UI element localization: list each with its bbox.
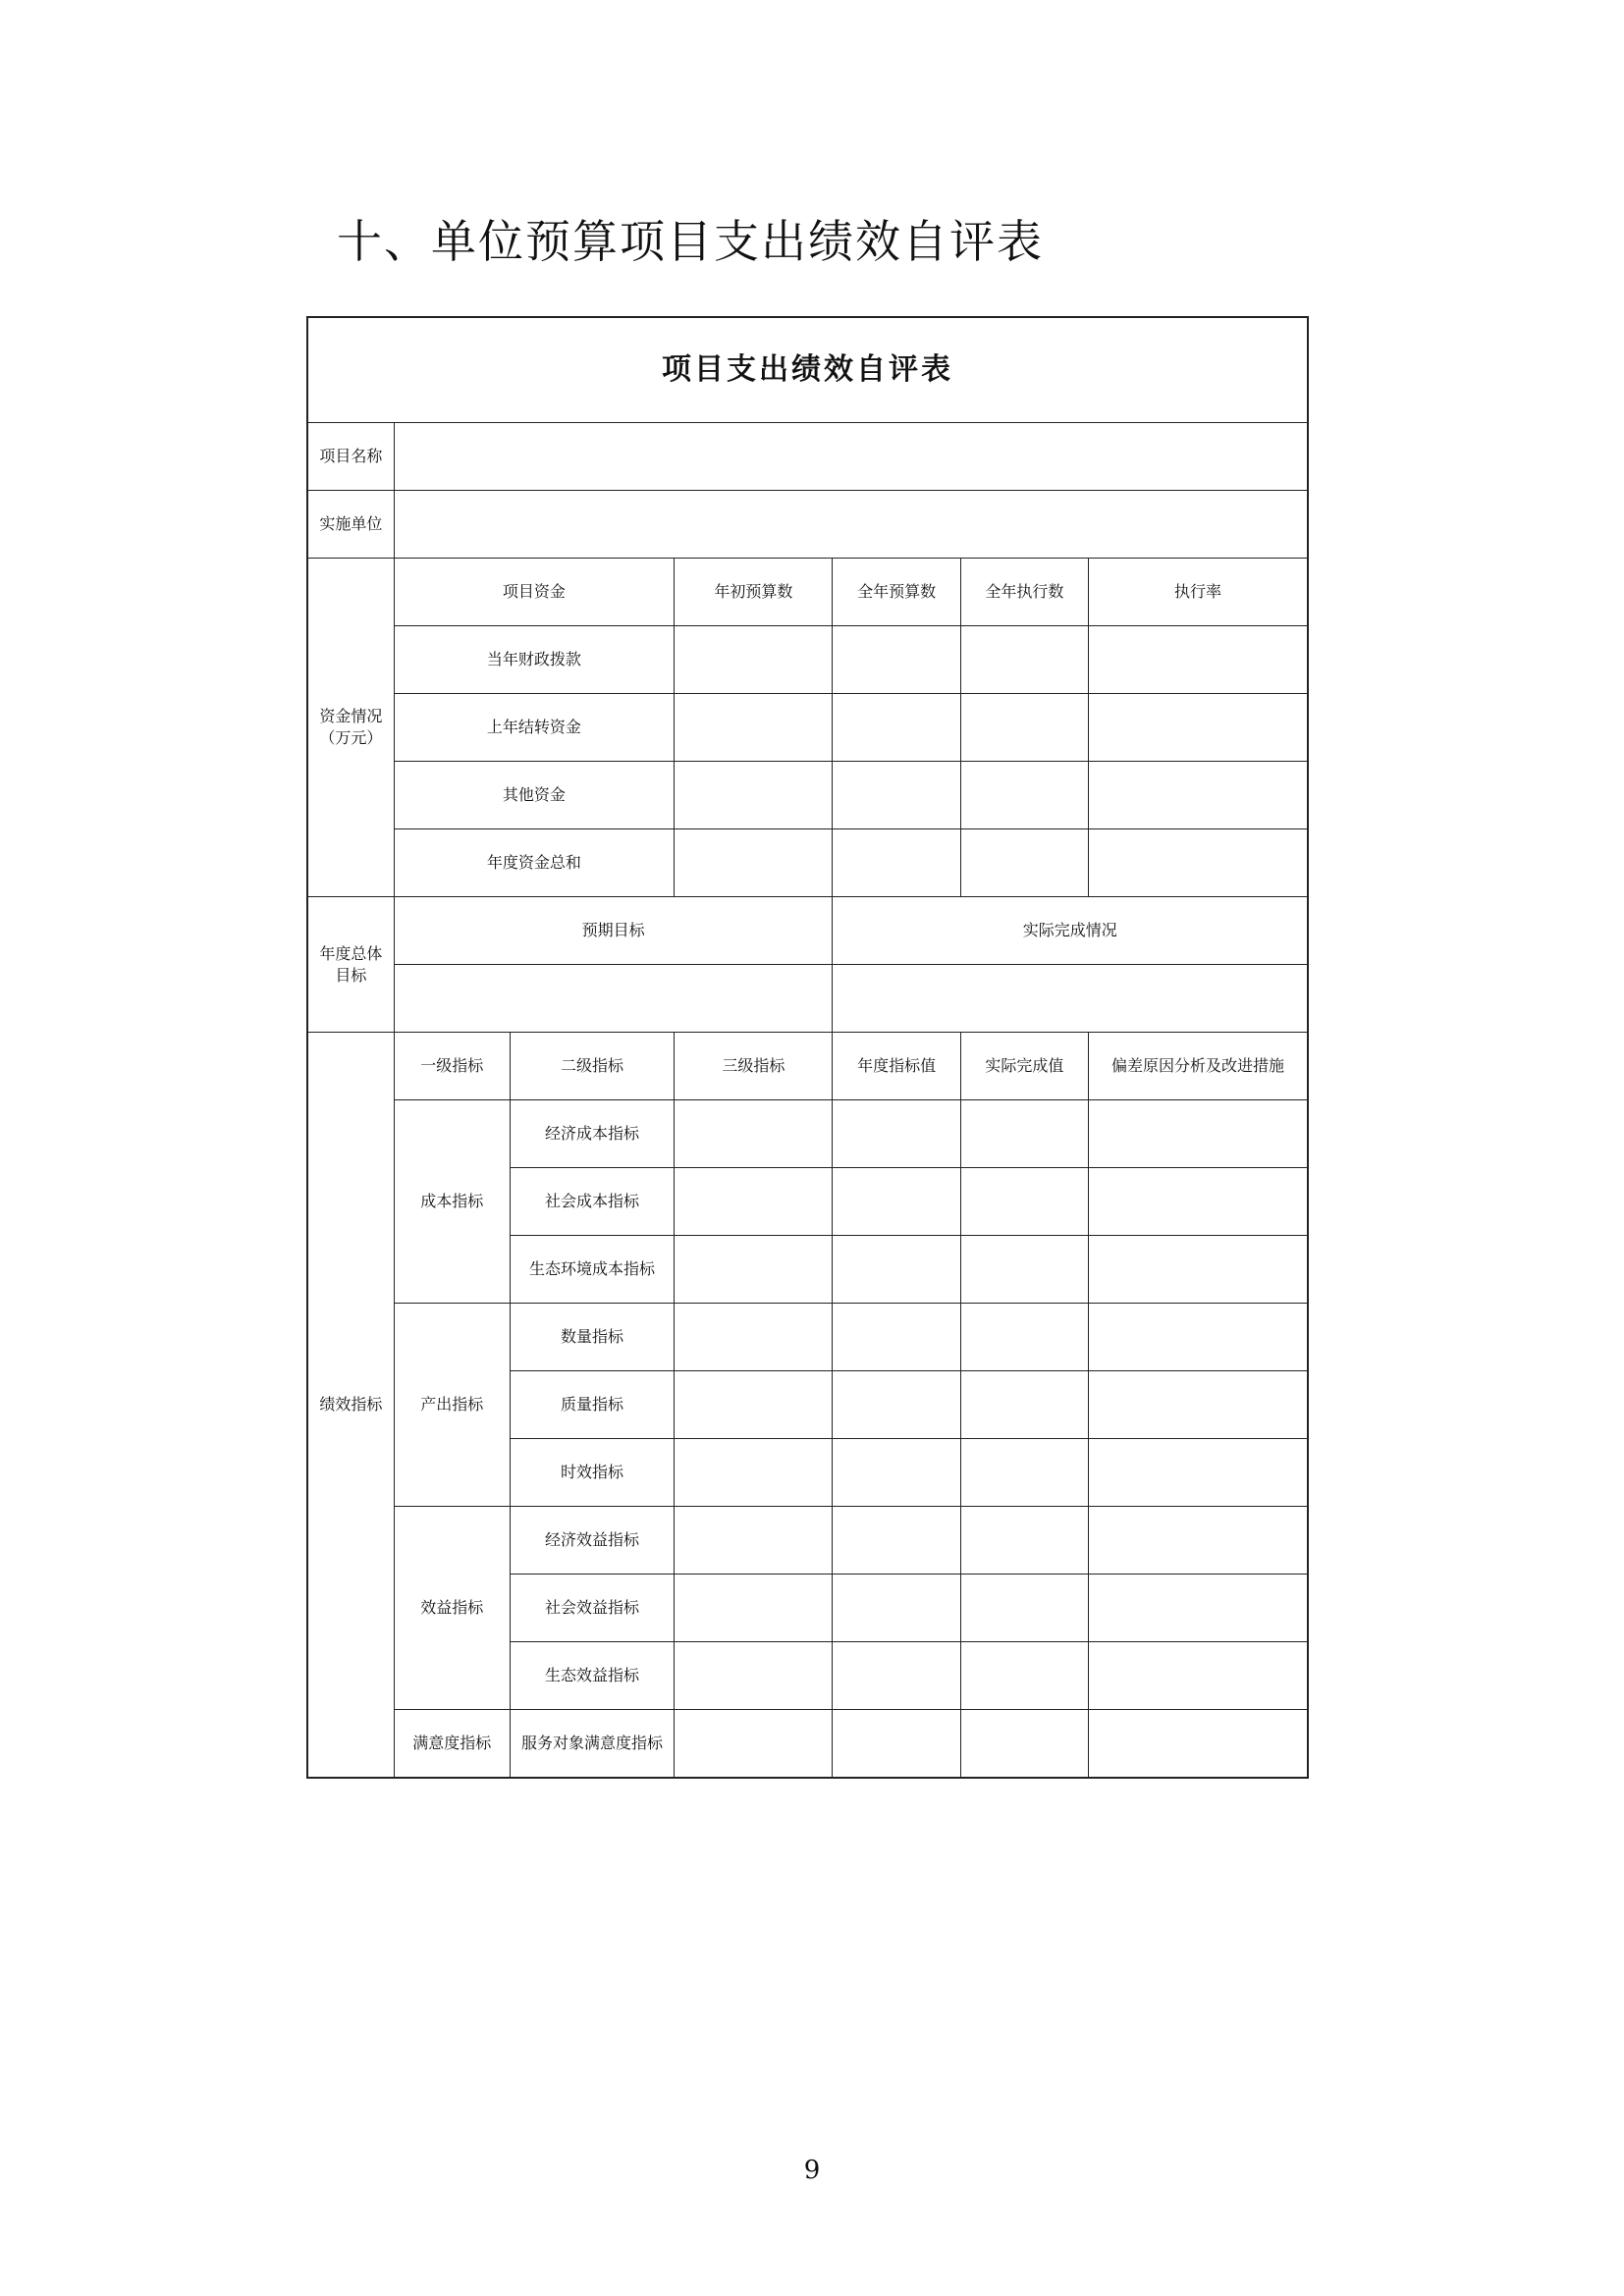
page-number: 9	[803, 2156, 821, 2185]
indicator-cell[interactable]	[833, 1100, 960, 1168]
funds-cell[interactable]	[960, 694, 1088, 762]
funds-cell[interactable]	[1088, 829, 1308, 897]
expected-goal-header: 预期目标	[394, 897, 833, 965]
funds-row-label: 其他资金	[394, 762, 675, 829]
indicator-cell[interactable]	[1088, 1439, 1308, 1507]
indicator-header-level1: 一级指标	[394, 1033, 510, 1100]
indicator-cell[interactable]	[675, 1575, 833, 1642]
indicator-cell[interactable]	[675, 1642, 833, 1710]
funds-cell[interactable]	[675, 762, 833, 829]
indicator-item-label: 数量指标	[510, 1304, 674, 1371]
funds-row-label: 上年结转资金	[394, 694, 675, 762]
indicator-cell[interactable]	[675, 1236, 833, 1304]
funds-cell[interactable]	[960, 626, 1088, 694]
funds-row-label: 年度资金总和	[394, 829, 675, 897]
funds-cell[interactable]	[1088, 762, 1308, 829]
funds-cell[interactable]	[675, 626, 833, 694]
indicator-item-label: 生态效益指标	[510, 1642, 674, 1710]
indicator-item-label: 经济效益指标	[510, 1507, 674, 1575]
indicator-cell[interactable]	[1088, 1642, 1308, 1710]
table-row	[307, 1100, 1308, 1168]
indicator-cell[interactable]	[833, 1168, 960, 1236]
indicator-cell[interactable]	[1088, 1236, 1308, 1304]
funds-header-project-funds: 项目资金	[394, 559, 675, 626]
indicator-item-label: 质量指标	[510, 1371, 674, 1439]
indicator-cell[interactable]	[1088, 1710, 1308, 1779]
indicator-header-level3: 三级指标	[675, 1033, 833, 1100]
indicator-cell[interactable]	[1088, 1507, 1308, 1575]
implementing-unit-field[interactable]	[394, 491, 1308, 559]
indicator-item-label: 社会效益指标	[510, 1575, 674, 1642]
indicator-item-label: 服务对象满意度指标	[510, 1710, 674, 1779]
indicator-cell[interactable]	[675, 1168, 833, 1236]
indicator-cell[interactable]	[1088, 1168, 1308, 1236]
indicator-item-label: 时效指标	[510, 1439, 674, 1507]
table-row	[307, 1710, 1308, 1779]
indicator-cell[interactable]	[833, 1507, 960, 1575]
table-row	[307, 626, 1308, 694]
indicator-cell[interactable]	[1088, 1371, 1308, 1439]
funds-cell[interactable]	[833, 829, 960, 897]
funds-cell[interactable]	[675, 694, 833, 762]
indicator-cell[interactable]	[960, 1304, 1088, 1371]
indicator-cell[interactable]	[675, 1507, 833, 1575]
indicator-cell[interactable]	[960, 1100, 1088, 1168]
expected-goal-field[interactable]	[394, 965, 833, 1033]
indicator-cell[interactable]	[833, 1710, 960, 1779]
indicator-item-label: 社会成本指标	[510, 1168, 674, 1236]
indicator-cell[interactable]	[675, 1439, 833, 1507]
indicator-cell[interactable]	[675, 1710, 833, 1779]
indicator-group-label: 效益指标	[394, 1507, 510, 1710]
funds-cell[interactable]	[833, 626, 960, 694]
indicator-header-deviation: 偏差原因分析及改进措施	[1088, 1033, 1308, 1100]
funds-cell[interactable]	[960, 762, 1088, 829]
table-title: 项目支出绩效自评表	[307, 317, 1308, 423]
indicator-cell[interactable]	[833, 1371, 960, 1439]
indicator-cell[interactable]	[833, 1236, 960, 1304]
indicator-cell[interactable]	[960, 1710, 1088, 1779]
actual-completion-field[interactable]	[833, 965, 1308, 1033]
funds-row-label: 当年财政拨款	[394, 626, 675, 694]
indicator-group-label: 满意度指标	[394, 1710, 510, 1779]
funds-cell[interactable]	[675, 829, 833, 897]
page-heading: 十、单位预算项目支出绩效自评表	[337, 215, 1044, 268]
actual-completion-header: 实际完成情况	[833, 897, 1308, 965]
funds-cell[interactable]	[833, 694, 960, 762]
indicators-section-label: 绩效指标	[307, 1033, 394, 1779]
indicator-cell[interactable]	[960, 1439, 1088, 1507]
funds-header-initial-budget: 年初预算数	[675, 559, 833, 626]
annual-goal-label-line1: 年度总体	[319, 943, 383, 963]
funds-cell[interactable]	[1088, 694, 1308, 762]
table-row	[307, 1304, 1308, 1371]
indicator-header-annual-value: 年度指标值	[833, 1033, 960, 1100]
funds-label-line2: （万元）	[319, 728, 383, 747]
funds-section-label	[307, 559, 394, 897]
indicator-item-label: 经济成本指标	[510, 1100, 674, 1168]
annual-goal-label	[307, 897, 394, 1033]
indicator-item-label: 生态环境成本指标	[510, 1236, 674, 1304]
indicator-cell[interactable]	[675, 1371, 833, 1439]
indicator-cell[interactable]	[960, 1507, 1088, 1575]
implementing-unit-label: 实施单位	[307, 491, 394, 559]
annual-goal-label-line2: 目标	[335, 965, 367, 985]
indicator-cell[interactable]	[1088, 1304, 1308, 1371]
indicator-cell[interactable]	[833, 1304, 960, 1371]
indicator-cell[interactable]	[1088, 1100, 1308, 1168]
indicator-cell[interactable]	[960, 1642, 1088, 1710]
indicator-cell[interactable]	[960, 1168, 1088, 1236]
indicator-group-label: 产出指标	[394, 1304, 510, 1507]
indicator-cell[interactable]	[960, 1371, 1088, 1439]
funds-header-annual-budget: 全年预算数	[833, 559, 960, 626]
indicator-cell[interactable]	[960, 1236, 1088, 1304]
funds-header-execution-rate: 执行率	[1088, 559, 1308, 626]
table-row	[307, 829, 1308, 897]
indicator-cell[interactable]	[675, 1100, 833, 1168]
indicator-cell[interactable]	[960, 1575, 1088, 1642]
project-name-field[interactable]	[394, 423, 1308, 491]
indicator-cell[interactable]	[833, 1642, 960, 1710]
indicator-header-actual-value: 实际完成值	[960, 1033, 1088, 1100]
funds-cell[interactable]	[960, 829, 1088, 897]
funds-cell[interactable]	[1088, 626, 1308, 694]
table-row	[307, 1507, 1308, 1575]
indicator-cell[interactable]	[675, 1304, 833, 1371]
project-name-label: 项目名称	[307, 423, 394, 491]
indicator-cell[interactable]	[833, 1439, 960, 1507]
funds-label-line1: 资金情况	[319, 707, 383, 725]
performance-evaluation-table	[306, 316, 1309, 1779]
funds-cell[interactable]	[833, 762, 960, 829]
indicator-cell[interactable]	[1088, 1575, 1308, 1642]
funds-header-annual-execution: 全年执行数	[960, 559, 1088, 626]
indicator-cell[interactable]	[833, 1575, 960, 1642]
table-row	[307, 762, 1308, 829]
indicator-group-label: 成本指标	[394, 1100, 510, 1304]
table-row	[307, 694, 1308, 762]
indicator-header-level2: 二级指标	[510, 1033, 674, 1100]
